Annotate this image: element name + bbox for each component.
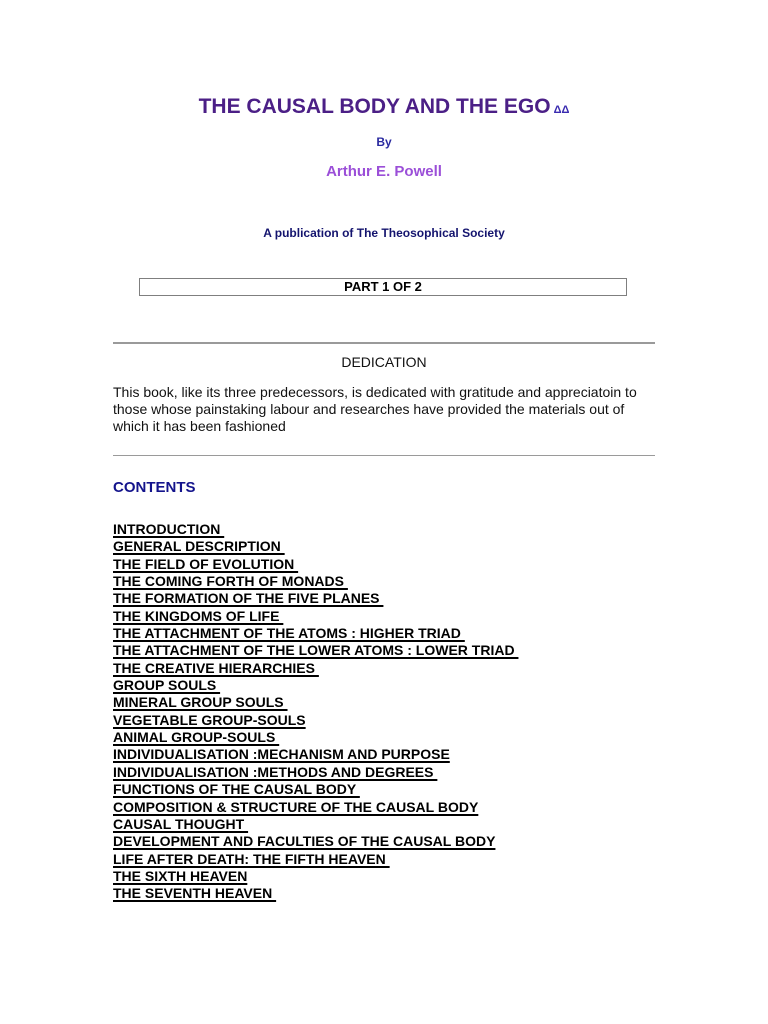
toc-item bbox=[113, 538, 518, 555]
toc-link-group-souls[interactable]: GROUP SOULS bbox=[113, 677, 221, 694]
toc-item bbox=[113, 833, 518, 850]
by-label: By bbox=[376, 135, 392, 149]
toc-link-composition-structure[interactable]: COMPOSITION & STRUCTURE OF THE CAUSAL BODY bbox=[113, 798, 479, 815]
toc-item bbox=[113, 694, 518, 711]
table-of-contents bbox=[113, 521, 518, 903]
toc-item bbox=[113, 660, 518, 677]
toc-item bbox=[113, 608, 518, 625]
document-title bbox=[0, 95, 768, 119]
dedication-text: This book, like its three predecessors, is dedicated with gratitude and appreciatoin to those whose painstaking labour and researches have provided the materials out of which it has been fashioned bbox=[113, 384, 637, 434]
title-text: THE CAUSAL BODY AND THE EGO bbox=[198, 95, 551, 118]
toc-link-introduction[interactable]: INTRODUCTION bbox=[113, 521, 225, 537]
toc-link-formation-of-five-planes[interactable]: THE FORMATION OF THE FIVE PLANES bbox=[113, 590, 384, 607]
toc-link-animal-group-souls[interactable]: ANIMAL GROUP-SOULS bbox=[113, 729, 280, 746]
toc-item bbox=[113, 521, 518, 538]
publication-note: A publication of The Theosophical Society bbox=[263, 226, 505, 240]
toc-link-fifth-heaven[interactable]: LIFE AFTER DEATH: THE FIFTH HEAVEN bbox=[113, 850, 390, 867]
toc-link-individualisation-mechanism[interactable]: INDIVIDUALISATION :MECHANISM AND PURPOSE bbox=[113, 746, 450, 763]
contents-heading: CONTENTS bbox=[113, 479, 196, 496]
toc-item bbox=[113, 799, 518, 816]
toc-item bbox=[113, 781, 518, 798]
toc-item bbox=[113, 677, 518, 694]
toc-link-sixth-heaven[interactable]: THE SIXTH HEAVEN bbox=[113, 867, 248, 884]
toc-link-functions-of-causal-body[interactable]: FUNCTIONS OF THE CAUSAL BODY bbox=[113, 781, 360, 798]
toc-item bbox=[113, 868, 518, 885]
dedication-heading: DEDICATION bbox=[341, 354, 427, 370]
toc-link-seventh-heaven[interactable]: THE SEVENTH HEAVEN bbox=[113, 885, 277, 902]
toc-link-general-description[interactable]: GENERAL DESCRIPTION bbox=[113, 538, 285, 555]
toc-link-vegetable-group-souls[interactable]: VEGETABLE GROUP-SOULS bbox=[113, 711, 306, 728]
toc-item bbox=[113, 642, 518, 659]
toc-link-causal-thought[interactable]: CAUSAL THOUGHT bbox=[113, 815, 249, 832]
toc-item bbox=[113, 885, 518, 902]
toc-link-mineral-group-souls[interactable]: MINERAL GROUP SOULS bbox=[113, 694, 288, 711]
toc-item bbox=[113, 764, 518, 781]
toc-link-attachment-lower-triad[interactable]: THE ATTACHMENT OF THE LOWER ATOMS : LOWER TRIAD bbox=[113, 642, 519, 659]
author-name: Arthur E. Powell bbox=[326, 163, 442, 180]
toc-link-development-faculties[interactable]: DEVELOPMENT AND FACULTIES OF THE CAUSAL BODY bbox=[113, 833, 496, 850]
toc-link-individualisation-methods[interactable]: INDIVIDUALISATION :METHODS AND DEGREES bbox=[113, 763, 438, 780]
toc-link-attachment-higher-triad[interactable]: THE ATTACHMENT OF THE ATOMS : HIGHER TRIAD bbox=[113, 625, 465, 642]
toc-item bbox=[113, 729, 518, 746]
divider-top bbox=[113, 342, 655, 344]
toc-link-coming-forth-of-monads[interactable]: THE COMING FORTH OF MONADS bbox=[113, 573, 348, 590]
toc-link-kingdoms-of-life[interactable]: THE KINGDOMS OF LIFE bbox=[113, 607, 284, 624]
toc-item bbox=[113, 816, 518, 833]
toc-item bbox=[113, 746, 518, 763]
toc-item bbox=[113, 590, 518, 607]
toc-link-field-of-evolution[interactable]: THE FIELD OF EVOLUTION bbox=[113, 555, 299, 572]
toc-item bbox=[113, 556, 518, 573]
toc-item bbox=[113, 851, 518, 868]
toc-item bbox=[113, 625, 518, 642]
divider-bottom bbox=[113, 455, 655, 456]
toc-link-creative-hierarchies[interactable]: THE CREATIVE HIERARCHIES bbox=[113, 659, 319, 676]
title-marks: ΔΔ bbox=[553, 104, 570, 116]
toc-item bbox=[113, 712, 518, 729]
part-indicator: PART 1 OF 2 bbox=[139, 278, 627, 296]
toc-item bbox=[113, 573, 518, 590]
